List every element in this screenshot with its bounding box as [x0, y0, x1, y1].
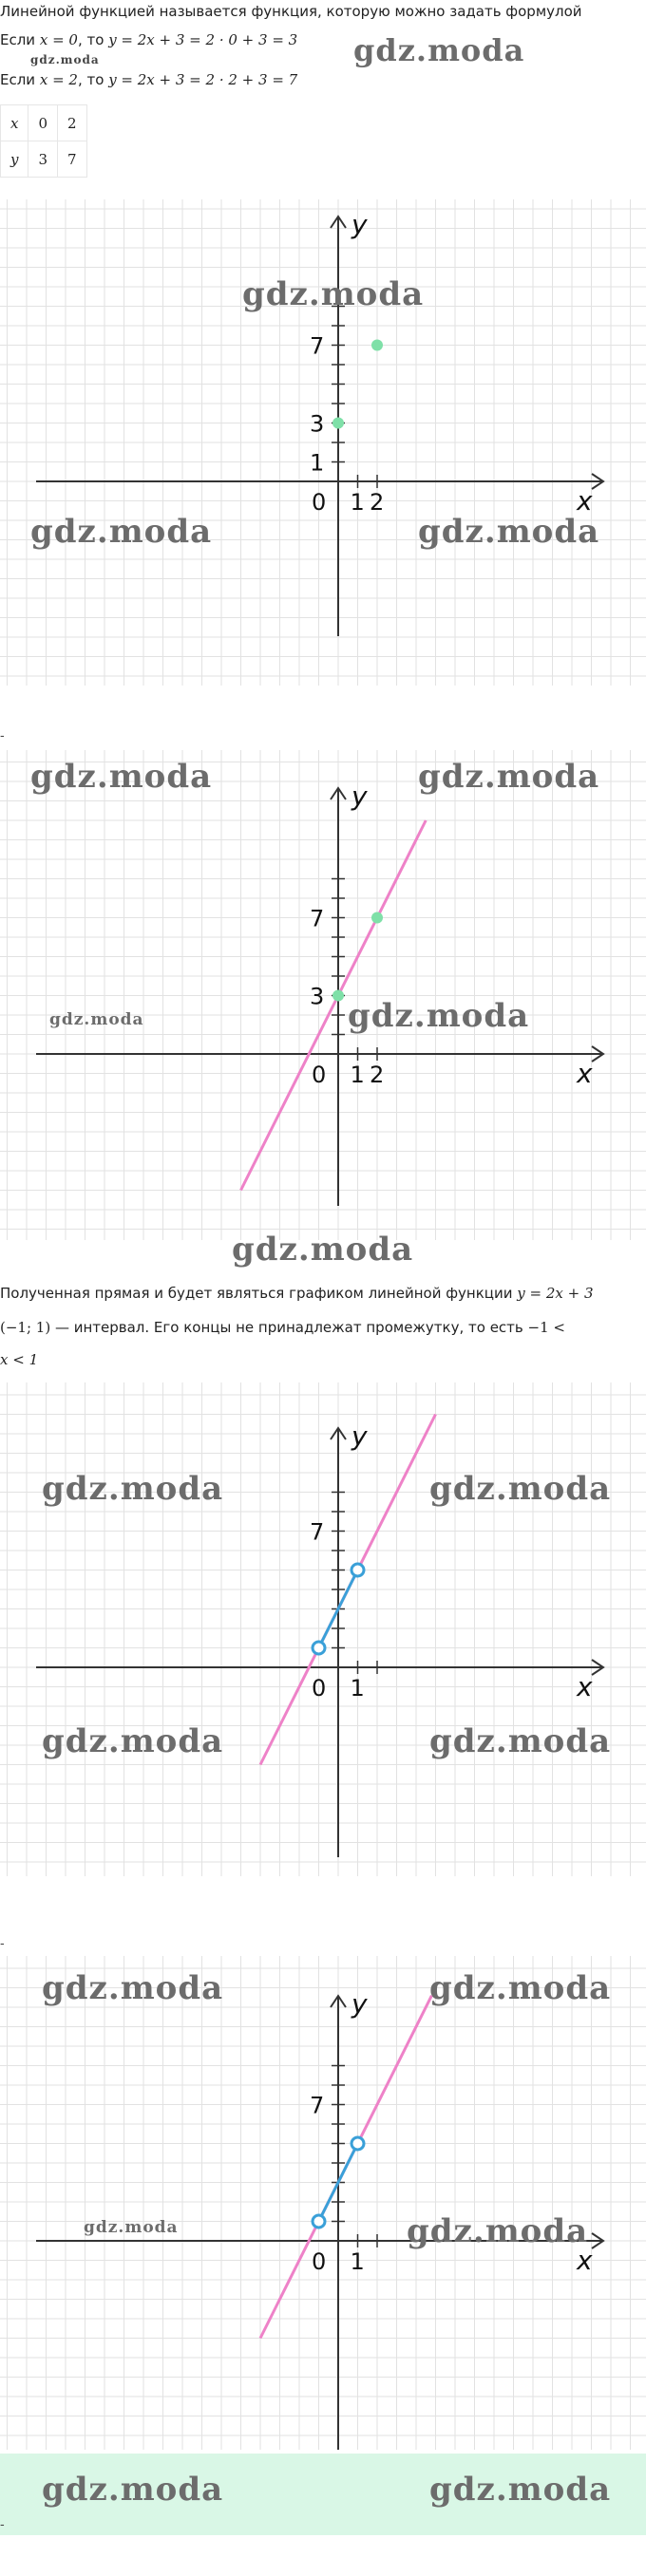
separator: -: [0, 1937, 5, 1951]
conclusion-formula: y = 2x + 3: [517, 1285, 594, 1302]
x-tick-label: 2: [370, 489, 385, 516]
open-point: [313, 2215, 325, 2228]
y-tick-label: 3: [310, 410, 325, 438]
watermark: gdz.moda: [42, 2471, 224, 2509]
table-row: [1, 141, 87, 178]
y-tick-label: 7: [310, 905, 325, 932]
highlight-strip: [0, 2454, 646, 2535]
interval-text: — интервал. Его концы не принадлежат промежутку, то есть: [50, 1319, 528, 1336]
data-point: [371, 912, 383, 924]
y-tick-label: 1: [310, 449, 325, 477]
inequality-line: [0, 1350, 38, 1369]
table-cell: 3: [28, 141, 58, 178]
y-tick-label: 7: [310, 2092, 325, 2119]
y-tick-label: 3: [310, 983, 325, 1010]
inequality-part: −1 <: [527, 1319, 565, 1336]
x-tick-label: 1: [350, 489, 365, 516]
x-axis-label: x: [577, 1058, 593, 1089]
y-axis-label: y: [352, 209, 368, 240]
x-tick-label: 1: [350, 1675, 365, 1702]
case-condition: x = 2: [39, 71, 78, 88]
case-formula: y = 2x + 3 = 2 · 2 + 3 = 7: [108, 71, 298, 88]
x-axis-label: x: [577, 485, 593, 517]
watermark: gdz.moda: [30, 513, 213, 551]
graph-3-canvas: [0, 1382, 646, 1876]
x-axis-label: x: [577, 2245, 593, 2276]
watermark: gdz.moda: [84, 2218, 179, 2237]
case-mid: , то: [77, 71, 109, 88]
table-row: [1, 105, 87, 141]
data-point: [371, 340, 383, 351]
watermark: gdz.moda: [418, 758, 600, 796]
watermark: gdz.moda: [429, 2471, 612, 2509]
watermark: gdz.moda: [30, 53, 100, 66]
data-point: [332, 418, 344, 429]
interval-line: [0, 1318, 565, 1337]
watermark: gdz.moda: [407, 2212, 589, 2250]
y-axis-label: y: [352, 1420, 368, 1452]
watermark: gdz.moda: [348, 997, 530, 1035]
definition-text: Линейной функцией называется функция, которую можно задать формулой: [0, 3, 582, 20]
case-prefix: Если: [0, 71, 40, 88]
separator: -: [0, 729, 5, 743]
open-point: [313, 1642, 325, 1654]
table-header-y: y: [1, 141, 28, 178]
case-formula: y = 2x + 3 = 2 · 0 + 3 = 3: [108, 31, 298, 48]
case-x2-line: [0, 70, 297, 89]
origin-label: 0: [312, 1675, 327, 1702]
watermark: gdz.moda: [42, 1969, 224, 2007]
watermark: gdz.moda: [42, 1722, 224, 1760]
graph-3: [0, 1382, 646, 1876]
graph-4: [0, 1956, 646, 2450]
watermark: gdz.moda: [429, 1722, 612, 1760]
separator: -: [0, 2518, 5, 2532]
watermark: gdz.moda: [42, 1470, 224, 1508]
watermark: gdz.moda: [49, 1010, 144, 1029]
watermark: gdz.moda: [232, 1231, 414, 1269]
origin-label: 0: [312, 1062, 327, 1088]
case-prefix: Если: [0, 31, 40, 48]
origin-label: 0: [312, 2248, 327, 2275]
watermark: gdz.moda: [242, 275, 425, 313]
x-tick-label: 1: [350, 1062, 365, 1088]
case-x0-line: [0, 30, 297, 49]
y-tick-label: 7: [310, 1518, 325, 1546]
y-tick-label: 7: [310, 332, 325, 360]
case-mid: , то: [77, 31, 109, 48]
watermark: gdz.moda: [418, 513, 600, 551]
table-cell: 7: [58, 141, 87, 178]
inequality-part: x < 1: [0, 1351, 39, 1368]
x-tick-label: 1: [350, 2248, 365, 2275]
conclusion-line: [0, 1284, 594, 1303]
values-table: [0, 104, 87, 178]
x-tick-label: 2: [370, 1062, 385, 1088]
graph-1-canvas: [0, 199, 646, 686]
watermark: gdz.moda: [353, 32, 525, 68]
y-axis-label: y: [352, 1988, 368, 2020]
data-point: [332, 990, 344, 1002]
watermark: gdz.moda: [429, 1470, 612, 1508]
case-condition: x = 0: [39, 31, 78, 48]
graph-1: [0, 199, 646, 686]
y-axis-label: y: [352, 780, 368, 812]
x-axis-label: x: [577, 1671, 593, 1702]
watermark: gdz.moda: [30, 758, 213, 796]
interval: (−1; 1): [0, 1319, 51, 1336]
origin-label: 0: [312, 489, 327, 516]
table-cell: 2: [58, 105, 87, 141]
conclusion-text: Полученная прямая и будет являться графиком линейной функции: [0, 1285, 518, 1302]
open-point: [352, 1564, 364, 1576]
open-point: [352, 2137, 364, 2150]
graph-4-canvas: [0, 1956, 646, 2450]
graph-2-canvas: [0, 750, 646, 1240]
watermark: gdz.moda: [429, 1969, 612, 2007]
table-header-x: x: [1, 105, 28, 141]
table-cell: 0: [28, 105, 58, 141]
graph-2: [0, 750, 646, 1269]
